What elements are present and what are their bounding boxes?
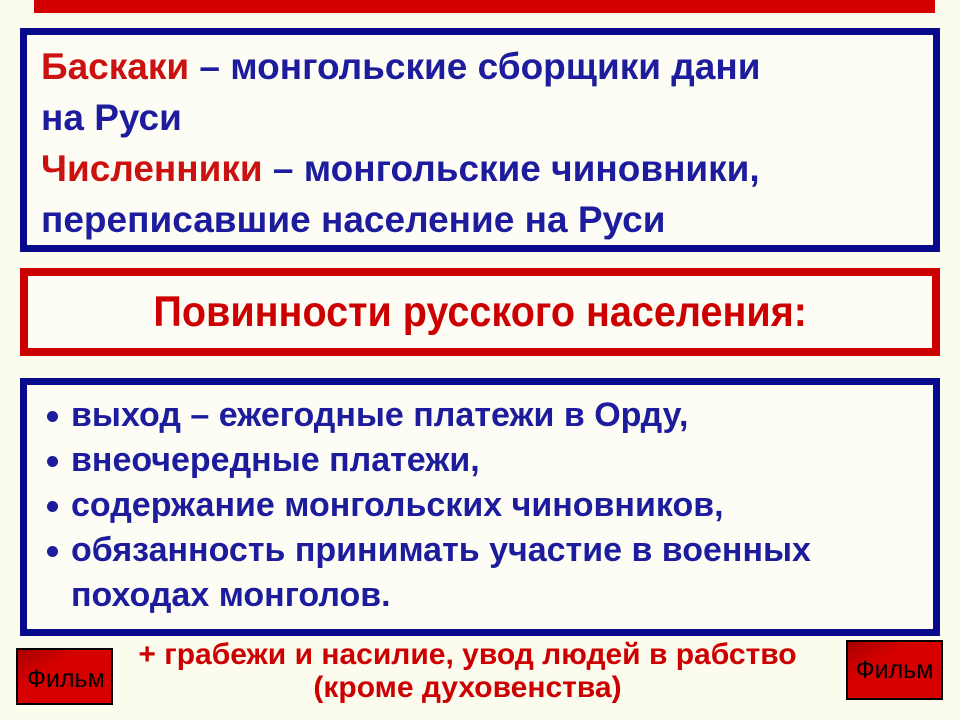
list-item: [27, 483, 933, 528]
bullet-icon: [47, 546, 58, 557]
page-title: Повинности русского населения:: [153, 287, 807, 336]
definition-line-4: [41, 194, 933, 245]
bullet-icon: [47, 501, 58, 512]
film-button-right[interactable]: Фильм: [846, 640, 943, 700]
duties-box: [20, 378, 940, 636]
footnote-line-2: (кроме духовенства): [313, 671, 622, 704]
bullet-icon: [47, 456, 58, 467]
duty-text-4-line-1: обязанность принимать участие в военных: [71, 531, 811, 569]
list-item: [27, 528, 933, 618]
top-red-bar: [34, 0, 935, 13]
definition-term-chislenniki: Численники: [41, 148, 263, 189]
duty-text-4-line-2: походах монголов.: [71, 576, 391, 614]
duty-text-4: [71, 528, 811, 618]
definition-text-3: – монгольские чиновники,: [262, 148, 760, 189]
definition-text-4: переписавшие население на Руси: [41, 199, 666, 240]
definitions-box: [20, 28, 940, 252]
definition-text-1: – монгольские сборщики дани: [189, 46, 761, 87]
list-item: [27, 438, 933, 483]
bullet-icon: [47, 411, 58, 422]
definition-line-3: [41, 143, 933, 194]
footnote-line-1: + грабежи и насилие, увод людей в рабство: [138, 638, 797, 671]
definition-line-1: [41, 41, 933, 92]
definition-term-baskaki: Баскаки: [41, 46, 190, 87]
definition-text-2: на Руси: [41, 97, 182, 138]
list-item: [27, 393, 933, 438]
film-button-left[interactable]: Фильм: [16, 648, 113, 705]
duty-text-2: внеочередные платежи,: [71, 441, 480, 479]
title-box: [20, 268, 940, 356]
definition-line-2: [41, 92, 933, 143]
footnote: [0, 638, 935, 704]
duty-text-1: выход – ежегодные платежи в Орду,: [71, 396, 689, 434]
duty-text-3: содержание монгольских чиновников,: [71, 486, 724, 524]
